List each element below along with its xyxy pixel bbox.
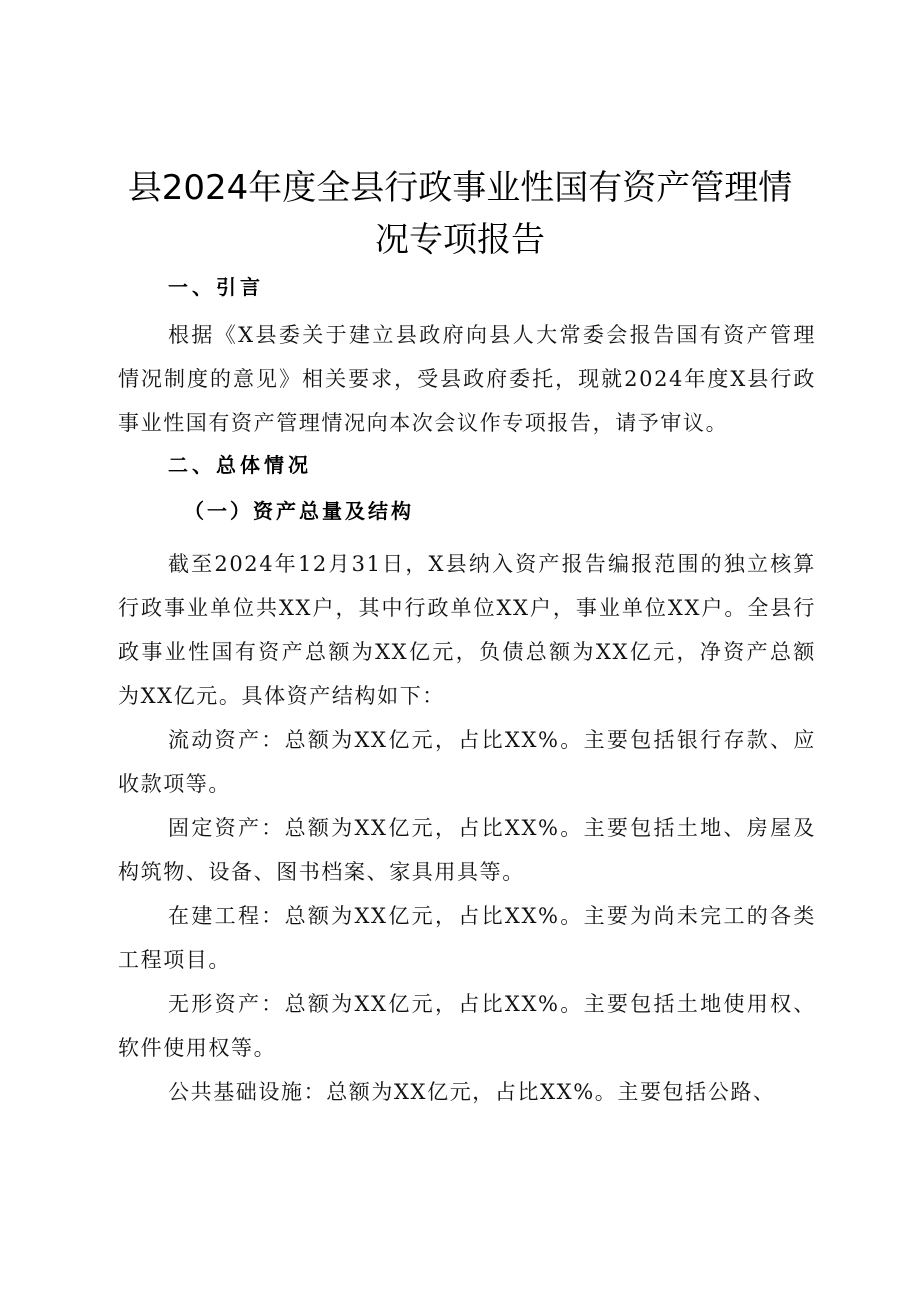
- intangible-assets-paragraph: 无形资产：总额为XX亿元，占比XX%。主要包括土地使用权、软件使用权等。: [118, 992, 816, 1060]
- subsection-1-heading: （一）资产总量及结构: [184, 499, 414, 523]
- overview-paragraph: 截至2024年12月31日，X县纳入资产报告编报范围的独立核算行政事业单位共XX户，其中行政单位XX户，事业单位XX户。全县行政事业性国有资产总额为XX亿元，负债总额为XX亿元，净资产总额为XX亿元。具体资产结构如下：: [118, 552, 816, 708]
- current-assets-paragraph: 流动资产：总额为XX亿元，占比XX%。主要包括银行存款、应收款项等。: [118, 728, 816, 796]
- title-line-1: 县2024年度全县行政事业性国有资产管理情: [127, 168, 793, 208]
- section-2-heading: 二、总体情况: [168, 453, 312, 477]
- construction-paragraph: 在建工程：总额为XX亿元，占比XX%。主要为尚未完工的各类工程项目。: [118, 904, 816, 972]
- infrastructure-paragraph: 公共基础设施：总额为XX亿元，占比XX%。主要包括公路、: [168, 1080, 776, 1104]
- section-1-heading: 一、引言: [168, 275, 264, 299]
- title-line-2: 况专项报告: [375, 220, 545, 260]
- document-title: [110, 162, 810, 266]
- fixed-assets-paragraph: 固定资产：总额为XX亿元，占比XX%。主要包括土地、房屋及构筑物、设备、图书档案、家具用具等。: [118, 816, 816, 884]
- section-1-paragraph: 根据《X县委关于建立县政府向县人大常委会报告国有资产管理情况制度的意见》相关要求，受县政府委托，现就2024年度X县行政事业性国有资产管理情况向本次会议作专项报告，请予审议。: [118, 323, 816, 435]
